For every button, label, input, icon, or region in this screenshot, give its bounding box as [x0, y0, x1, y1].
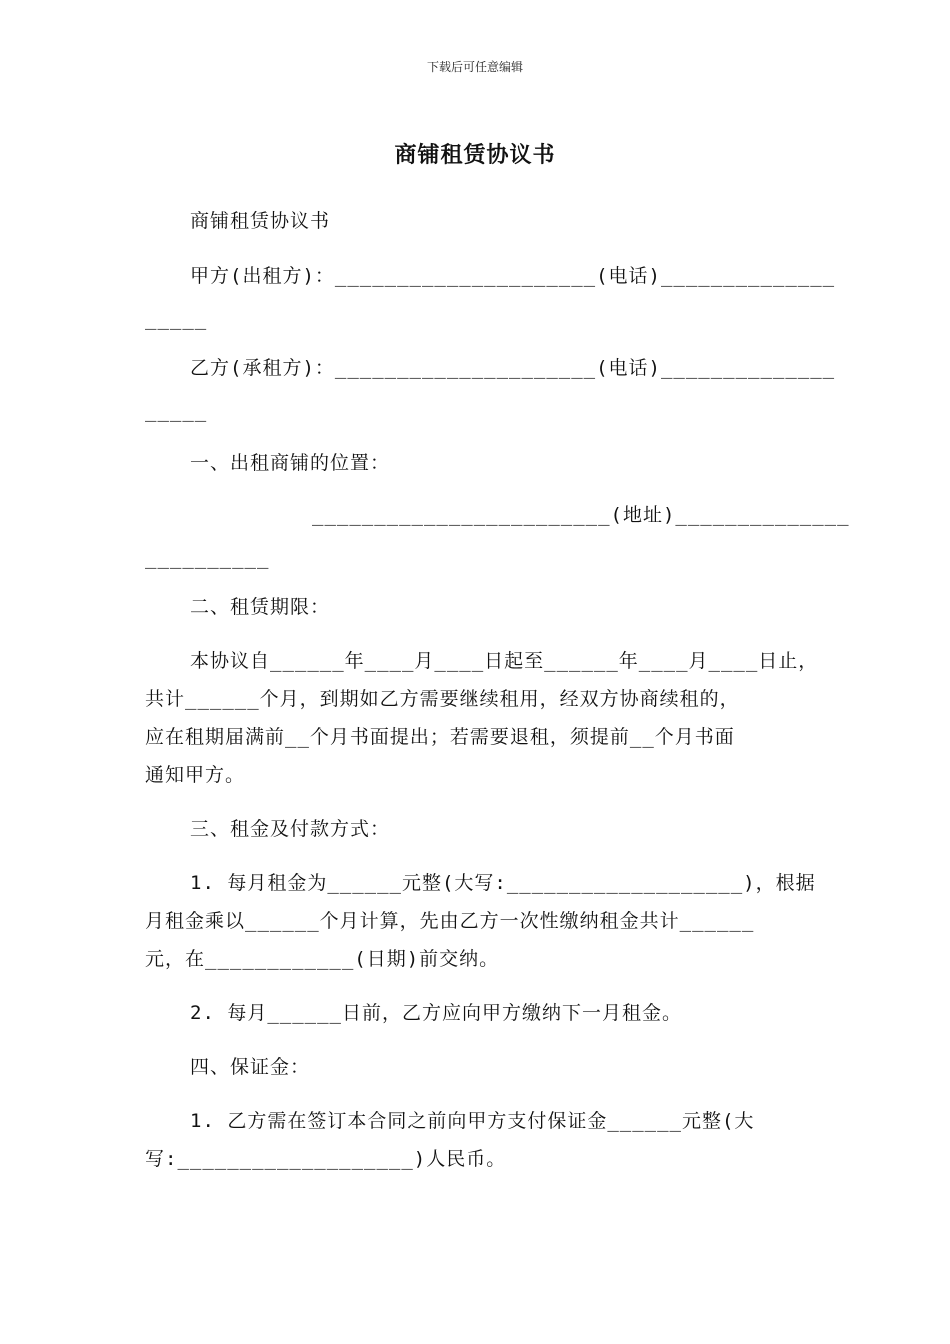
rent-clause-2: 2. 每月______日前，乙方应向甲方缴纳下一月租金。 [190, 1002, 682, 1024]
doc-subtitle: 商铺租赁协议书 [190, 210, 331, 232]
section-3-heading: 三、租金及付款方式： [190, 818, 391, 840]
location-line: ________________________(地址)______________ [312, 504, 850, 526]
term-paragraph-line-1: 本协议自______年____月____日起至______年____月____日止， [190, 650, 819, 672]
rent-clause-1-line-3: 元，在____________(日期)前交纳。 [145, 948, 500, 970]
term-paragraph-line-2: 共计______个月，到期如乙方需要继续租用，经双方协商续租的， [145, 688, 740, 710]
rent-clause-1-line-1: 1. 每月租金为______元整(大写:___________________)，根据 [190, 872, 816, 894]
section-4-heading: 四、保证金： [190, 1056, 311, 1078]
party-a-line: 甲方(出租方)：_____________________(电话)______________ [190, 265, 836, 287]
term-paragraph-line-3: 应在租期届满前__个月书面提出；若需要退租，须提前__个月书面 [145, 726, 735, 748]
page-header-note: 下载后可任意编辑 [426, 60, 523, 74]
location-line-cont: __________ [145, 547, 270, 569]
party-a-line-cont: _____ [145, 308, 208, 330]
term-paragraph-line-4: 通知甲方。 [145, 764, 246, 786]
section-1-heading: 一、出租商铺的位置： [190, 452, 391, 474]
rent-clause-1-line-2: 月租金乘以______个月计算，先由乙方一次性缴纳租金共计______ [145, 910, 755, 932]
party-b-line-cont: _____ [145, 400, 208, 422]
deposit-clause-1-line-2: 写:___________________)人民币。 [145, 1148, 507, 1170]
document-title: 商铺租赁协议书 [394, 143, 556, 168]
section-2-heading: 二、租赁期限： [190, 596, 331, 618]
party-b-line: 乙方(承租方)：_____________________(电话)______________ [190, 357, 836, 379]
deposit-clause-1-line-1: 1. 乙方需在签订本合同之前向甲方支付保证金______元整(大 [190, 1110, 755, 1132]
